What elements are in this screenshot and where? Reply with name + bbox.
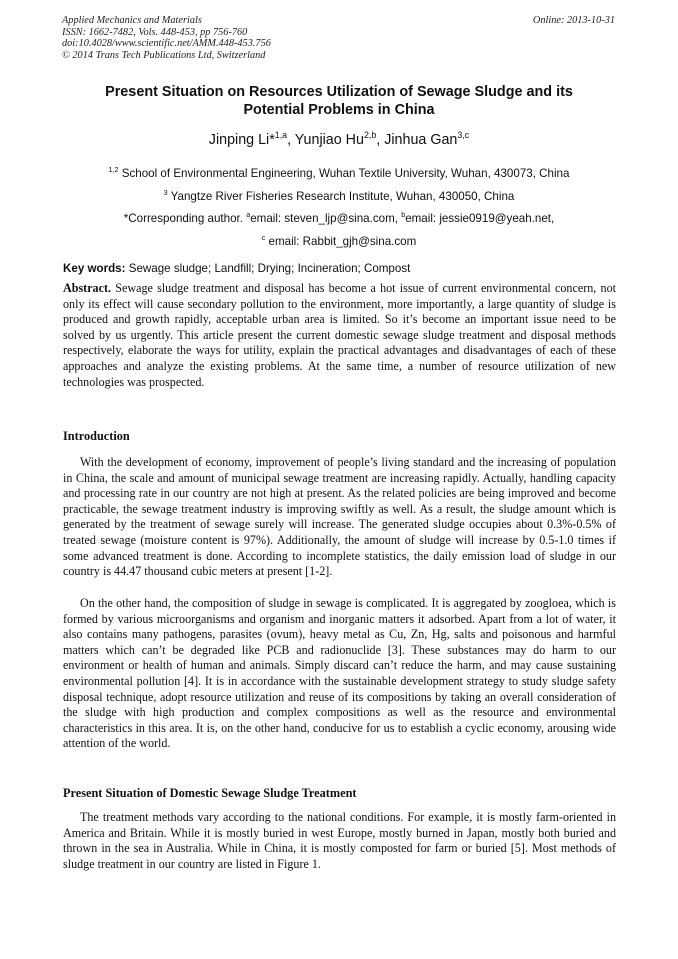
corresponding-email-line (62, 235, 616, 249)
doi-line: doi:10.4028/www.scientific.net/AMM.448-453.756 (62, 38, 271, 50)
journal-name: Applied Mechanics and Materials (62, 15, 202, 26)
title-line-2: Potential Problems in China (243, 102, 435, 118)
abstract (63, 281, 616, 390)
email-b-marker: b (401, 210, 406, 220)
corresponding-prefix: *Corresponding author. (123, 212, 247, 225)
author-3-affiliation: 3,c (457, 130, 470, 141)
author-2: , Yunjiao Hu (287, 132, 364, 148)
affiliation-1-marker: 1,2 (108, 165, 119, 175)
email-b[interactable]: email: jessie0919@yeah.net, (405, 212, 555, 225)
author-list (62, 131, 616, 149)
author-3: , Jinhua Gan (376, 132, 458, 148)
abstract-text: Sewage sludge treatment and disposal has become a hot issue of current environmental concern, not only its effect will cause secondary pollution to the environment, more importantly, a large quantity of sludge is produced and growth rapidly, acceptable urban area is limited. So it’s become an important issue need to be solved by us urgently. This article present the current domestic sewage sludge treatment and disposal methods respectively, elaborate the ways for utility, explain the practical advantages and disadvantages of each of these approaches and analyze the existing problems. At the same time, a number of resource utilization of new technologies was prospected. (63, 281, 616, 389)
keywords-label: Key words: (63, 262, 126, 275)
copyright-line: © 2014 Trans Tech Publications Ltd, Switzerland (62, 49, 266, 61)
corresponding-author-line (62, 212, 616, 226)
keywords (63, 262, 616, 276)
intro-paragraph-2: On the other hand, the composition of sludge in sewage is complicated. It is aggregated by zoogloea, which is formed by various microorganisms and organism and inorganic matters it adsorbed. Apart from a lot of water, it also contains many pathogens, parasites (ovum), heavy metal as Cu, Zn, Hg, salts and poisonous and harmful matters which can’t be degraded like PCB and radionuclide [3]. These substances may do harm to our environment or health of human and animals. Simply discard can’t reduce the harm, and may cause sustaining environmental pollution [4]. It is in accordance with the sustainable development strategy to study sludge safety disposal technique, adopt resource utilization and reuse of its compositions by taking an overall consideration of the sludge with high production and complex compositions as well as the resource and environmental characteristics in this area. It is, on the other hand, conducive for us to establish a cyclic economy, arousing wide attention of the world. (63, 596, 616, 751)
affiliation-1 (62, 167, 616, 181)
section-2-heading: Present Situation of Domestic Sewage Sludge Treatment (63, 786, 357, 800)
email-a-marker: a (246, 210, 251, 220)
author-2-affiliation: 2,b (363, 130, 377, 141)
abstract-label: Abstract. (63, 281, 112, 295)
journal-header (62, 15, 271, 61)
online-date: Online: 2013-10-31 (532, 15, 615, 26)
issn-line: ISSN: 1662-7482, Vols. 448-453, pp 756-760 (62, 26, 248, 38)
email-c-marker: c (261, 233, 266, 243)
author-1: Jinping Li* (208, 132, 275, 148)
email-a[interactable]: email: steven_ljp@sina.com, (250, 212, 402, 225)
introduction-heading: Introduction (63, 429, 130, 443)
affiliation-2 (62, 190, 616, 204)
email-c[interactable]: email: Rabbit_gjh@sina.com (265, 235, 417, 248)
keywords-text: Sewage sludge; Landfill; Drying; Incineration; Compost (125, 262, 411, 275)
affiliation-2-marker: 3 (163, 188, 168, 198)
paper-title (62, 83, 616, 119)
title-line-1: Present Situation on Resources Utilization of Sewage Sludge and its (105, 84, 573, 100)
affiliation-2-text: Yangtze River Fisheries Research Institute, Wuhan, 430050, China (167, 190, 515, 203)
affiliation-1-text: School of Environmental Engineering, Wuhan Textile University, Wuhan, 430073, China (118, 167, 570, 180)
section-2-paragraph-1: The treatment methods vary according to the national conditions. For example, it is mostly farm-oriented in America and Britain. While it is mostly buried in west Europe, mostly burned in Japan, mostly both buried and thrown in the sea in Australia. While in China, it is mostly composted for farm or buried [5]. Most methods of sludge treatment in our country are listed in Figure 1. (63, 810, 616, 871)
author-1-affiliation: 1,a (274, 130, 288, 141)
intro-paragraph-1: With the development of economy, improvement of people’s living standard and the increasing of population in China, the scale and amount of municipal sewage treatment are increasing rapidly. Actually, handling capacity and processing rate in our country are not high at present. As the related policies are being improved and become practicable, the sewage treatment industry is improving swiftly as well. As a result, the sludge amount which is generated by the treatment of sewage surely will increase. The generated sludge occupies about 0.3%-0.5% of treated sewage (moisture content is 97%). Additionally, the amount of sludge will increase by 0.5-1.0 times if some advanced treatment is done. According to incomplete statistics, the daily emission load of sludge in our country is 44.47 thousand cubic meters at present [1-2]. (63, 455, 616, 579)
